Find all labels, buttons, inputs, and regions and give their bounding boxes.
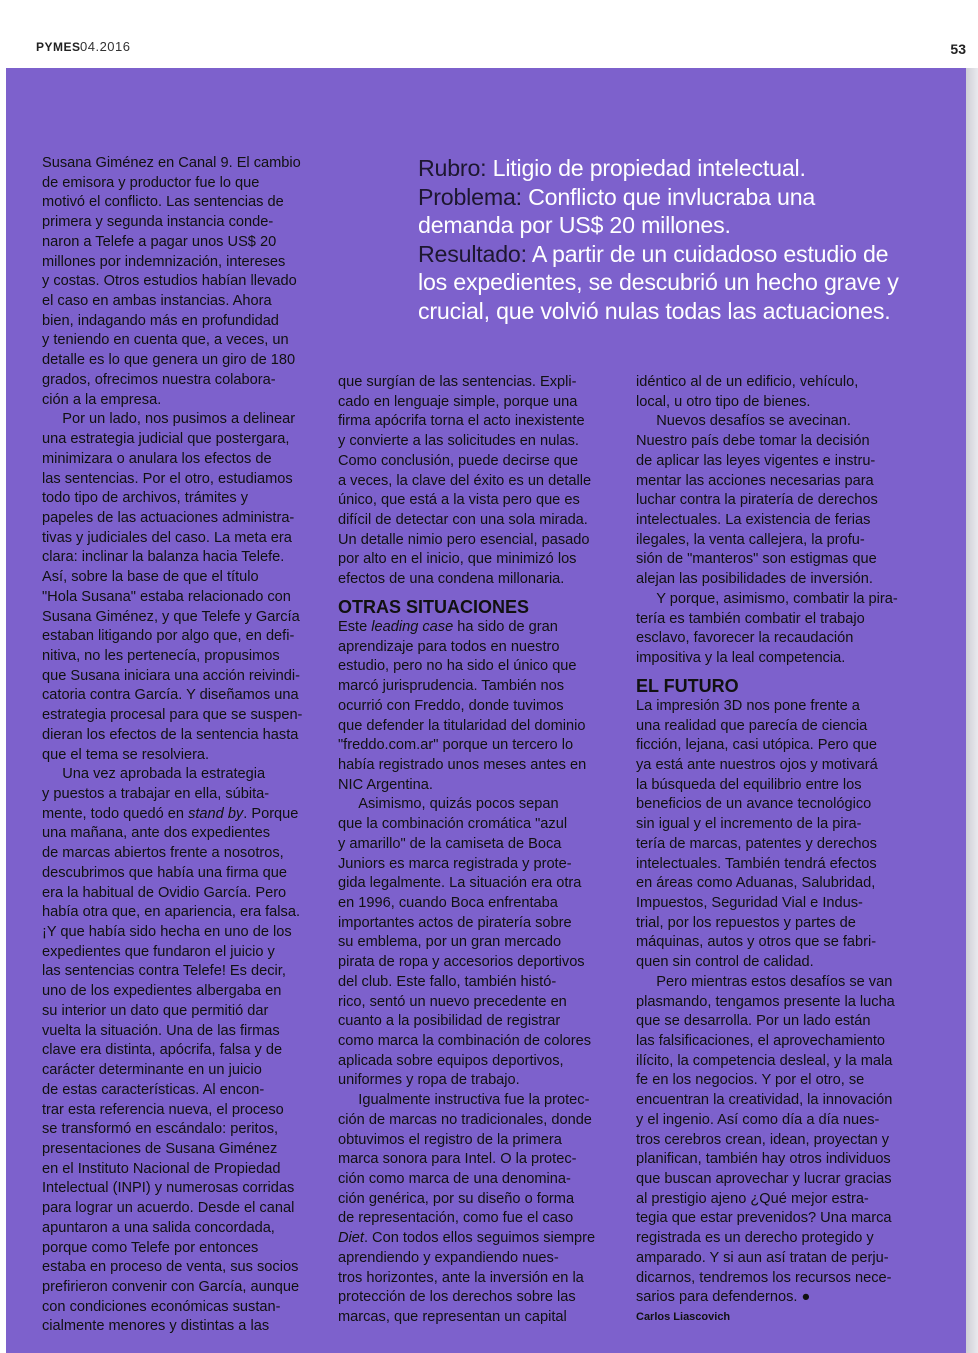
text-line: sión de "manteros" son estigmas que: [636, 551, 877, 568]
text-line: tería de marcas, patentes y derechos: [636, 835, 877, 852]
text-line: ocurrió con Freddo, donde tuvimos: [338, 697, 564, 714]
article-column-2: [338, 373, 595, 1328]
text-line: motivó el conflicto. Las sentencias de: [42, 194, 284, 211]
pull-quote-line: [418, 154, 938, 183]
text-line: ficción, lejana, casi utópica. Pero que: [636, 737, 877, 754]
text-line: Por un lado, nos pusimos a delinear: [42, 411, 296, 428]
text-line: prefirieron convenir con García, aunque: [42, 1278, 300, 1295]
text-line: nitiva, no les pertenecía, propusimos: [42, 647, 280, 664]
text-line: beneficios de un avance tecnológico: [636, 796, 872, 813]
text-line: esclavo, favorecer la recaudación: [636, 630, 854, 647]
text-line: marca sonora para Intel. O la protec-: [338, 1151, 577, 1168]
text-line: grados, ofrecimos nuestra colabora-: [42, 371, 276, 388]
text-line: estudio, pero no ha sido el único que: [338, 658, 577, 675]
text-line: encuentran la creatividad, la innovación: [636, 1092, 893, 1109]
text-line: por alto en el inicio, que minimizó los: [338, 551, 577, 568]
text-line: y amarillo" de la camiseta de Boca: [338, 835, 562, 852]
text-line: que surgían de las sentencias. Expli-: [338, 374, 577, 390]
pull-quote-label: Problema:: [418, 183, 529, 210]
text-line: importantes actos de piratería sobre: [338, 914, 572, 931]
pull-quote-text: Litigio de propiedad intelectual.: [492, 155, 806, 181]
text-line: ilegales, la venta callejera, la profu-: [636, 531, 865, 548]
text-line: impositiva y la leal competencia.: [636, 650, 846, 667]
text-line: plasmando, tengamos presente la lucha: [636, 993, 895, 1010]
article-column-1: [42, 154, 302, 1337]
text-line: que defender la titularidad del dominio: [338, 717, 586, 734]
text-line: "freddo.com.ar" porque un tercero lo: [338, 737, 574, 754]
text-line: todo tipo de archivos, trámites y: [42, 490, 249, 507]
text-line: ción como marca de una denomina-: [338, 1171, 571, 1188]
section-heading: EL FUTURO: [636, 675, 739, 696]
text-line: Una vez aprobada la estrategia: [42, 766, 266, 783]
text-line: dicarnos, tendremos los recursos nece-: [636, 1269, 892, 1286]
article-column-3: [636, 373, 898, 1328]
text-line: bien, indagando más en profundidad: [42, 312, 279, 329]
text-line: protección de los derechos sobre las: [338, 1289, 576, 1306]
section-heading: OTRAS SITUACIONES: [338, 596, 530, 617]
author-signature: Carlos Liascovich: [636, 1311, 731, 1324]
text-line: y el ingenio. Así como día a día nues-: [636, 1111, 880, 1128]
text-line: apuntaron a una salida concordada,: [42, 1219, 275, 1236]
text-line: y puestos a trabajar en ella, súbita-: [42, 786, 270, 802]
text-line: su interior un dato que permitió dar: [42, 1002, 269, 1019]
text-line: único, que está a la vista pero que es: [338, 492, 580, 509]
page-header: [0, 0, 978, 68]
text-line: de representación, como fue el caso: [338, 1210, 574, 1227]
text-line: naron a Telefe a pagar unos US$ 20: [42, 233, 277, 250]
text-line: que se desarrolla. Por un lado están: [636, 1013, 871, 1030]
text-line: una estrategia judicial que postergara,: [42, 431, 290, 448]
text-line: detalle es lo que genera un giro de 180: [42, 352, 296, 369]
text-line: Diet. Con todos ellos seguimos siempre: [338, 1230, 596, 1247]
text-line: Y porque, asimismo, combatir la pira-: [636, 590, 898, 607]
text-line: Un detalle nimio pero esencial, pasado: [338, 531, 590, 548]
text-line: intelectuales. La existencia de ferias: [636, 512, 871, 529]
text-line: trar esta referencia nueva, el proceso: [42, 1101, 284, 1118]
text-line: rico, sentó un nuevo precedente en: [338, 993, 567, 1010]
text-line: máquinas, autos y otros que se fabri-: [636, 934, 877, 951]
text-line: ción de marcas no tradicionales, donde: [338, 1111, 592, 1128]
text-line: de marcas abiertos frente a nosotros,: [42, 845, 284, 862]
text-line: Asimismo, quizás pocos sepan: [338, 796, 559, 813]
text-line: era la habitual de Ovidio García. Pero: [42, 884, 287, 901]
text-line: Como conclusión, puede decirse que: [338, 452, 579, 469]
text-line: efectos de una condena millonaria.: [338, 571, 565, 588]
text-line: marcó jurisprudencia. También nos: [338, 678, 565, 695]
text-line: papeles de las actuaciones administra-: [42, 509, 295, 526]
text-line: uno de los expedientes albergaba en: [42, 983, 282, 1000]
text-line: tros horizontes, ante la inversión en la: [338, 1269, 584, 1286]
text-line: local, u otro tipo de bienes.: [636, 393, 811, 410]
text-line: en 1996, cuando Boca enfrentaba: [338, 894, 558, 911]
page-number: 53: [950, 41, 966, 57]
text-line: una realidad que parecía de ciencia: [636, 717, 868, 734]
text-line: se transformó en escándalo: peritos,: [42, 1121, 279, 1138]
text-line: ilícito, la competencia desleal, y la mala: [636, 1052, 893, 1069]
pull-quote-line: [418, 297, 938, 326]
pull-quote-label: Resultado:: [418, 240, 532, 267]
text-line: una mañana, ante dos expedientes: [42, 825, 270, 842]
pull-quote-line: [418, 211, 938, 240]
text-line: Susana Giménez, y que Telefe y García: [42, 608, 300, 625]
text-line: había registrado unos meses antes en: [338, 756, 587, 773]
text-line: como marca la combinación de colores: [338, 1033, 592, 1049]
text-line: su emblema, por un gran mercado: [338, 934, 562, 951]
pull-quote-line: [418, 240, 938, 269]
pull-quote-text: crucial, que volvió nulas todas las actuaciones.: [418, 297, 891, 324]
text-line: aprendiendo y expandiendo nues-: [338, 1249, 559, 1266]
text-line: presentaciones de Susana Giménez: [42, 1140, 278, 1157]
text-line: dieran los efectos de la sentencia hasta: [42, 726, 299, 743]
text-line: que la combinación cromática "azul: [338, 816, 568, 833]
text-line: y costas. Otros estudios habían llevado: [42, 273, 297, 290]
issue-date: 04.2016: [80, 39, 131, 54]
text-line: clara: inclinar la balanza hacia Telefe.: [42, 549, 285, 566]
text-line: tros cerebros crean, idean, proyectan y: [636, 1131, 890, 1148]
pull-quote-text: A partir de un cuidadoso estudio de: [531, 240, 889, 267]
text-line: mente, todo quedó en stand by. Porque: [42, 805, 299, 822]
text-line: ción a la empresa.: [42, 391, 162, 408]
text-line: firma apócrifa torna el acto inexistente: [338, 413, 585, 430]
text-line: tegia que estar prevenidos? Una marca: [636, 1210, 892, 1227]
text-line: NIC Argentina.: [338, 776, 433, 793]
text-line: Pero mientras estos desafíos se van: [636, 973, 893, 990]
text-line: expedientes que fundaron el juicio y: [42, 943, 275, 960]
text-line: las falsificaciones, el aprovechamiento: [636, 1033, 886, 1049]
text-line: la búsqueda del equilibrio entre los: [636, 776, 862, 793]
text-line: descubrimos que había una firma que: [42, 864, 288, 881]
text-line: del club. Este fallo, también histó-: [338, 973, 557, 990]
text-line: quen sin control de calidad.: [636, 954, 814, 971]
text-line: y teniendo en cuenta que, a veces, un: [42, 332, 289, 349]
pull-quote-line: [418, 268, 938, 297]
text-line: las sentencias. Por el otro, estudiamos: [42, 470, 293, 487]
text-line: La impresión 3D nos pone frente a: [636, 697, 860, 714]
text-line: primera y segunda instancia conde-: [42, 214, 274, 231]
text-line: que buscan aprovechar y lucrar gracias: [636, 1171, 892, 1188]
text-line: carácter determinante en un juicio: [42, 1062, 262, 1079]
text-line: pirata de ropa y accesorios deportivos: [338, 954, 585, 971]
text-line: trial, por los repuestos y partes de: [636, 914, 856, 931]
text-line: planifican, también hay otros individuos: [636, 1151, 891, 1168]
text-line: de estas características. Al encon-: [42, 1081, 265, 1098]
text-line: en áreas como Aduanas, Salubridad,: [636, 875, 876, 892]
text-line: tería es también combatir el trabajo: [636, 610, 865, 627]
text-line: que el tema se resolviera.: [42, 746, 210, 763]
text-line: en el Instituto Nacional de Propiedad: [42, 1160, 281, 1177]
text-line: cuanto a la posibilidad de registrar: [338, 1013, 561, 1030]
text-line: sin igual y el incremento de la pira-: [636, 816, 862, 833]
text-line: aplicada sobre equipos deportivos,: [338, 1052, 564, 1069]
text-line: obtuvimos el registro de la primera: [338, 1131, 562, 1148]
pull-quote-line: [418, 183, 938, 212]
text-line: había otra que, en apariencia, era falsa.: [42, 904, 300, 921]
text-line: las sentencias contra Telefe! Es decir,: [42, 963, 286, 980]
text-line: que Susana iniciara una acción reivindi-: [42, 667, 300, 684]
text-line: estaba en proceso de venta, sus socios: [42, 1259, 299, 1276]
text-line: catoria contra García. Y diseñamos una: [42, 687, 299, 704]
text-line: estaban litigando por algo que, en defi-: [42, 628, 295, 645]
pull-quote-label: Rubro:: [418, 155, 493, 181]
text-line: amparado. Y si aun así tratan de perju-: [636, 1249, 889, 1266]
text-line: millones por indemnización, intereses: [42, 253, 286, 270]
text-line: para lograr un acuerdo. Desde el canal: [42, 1200, 295, 1217]
text-line: "Hola Susana" estaba relacionado con: [42, 588, 291, 605]
text-line: con condiciones económicas sustan-: [42, 1298, 281, 1315]
text-line: Así, sobre la base de que el título: [42, 569, 259, 586]
text-line: gida legalmente. La situación era otra: [338, 875, 582, 892]
text-line: porque como Telefe por entonces: [42, 1239, 259, 1256]
text-line: idéntico al de un edificio, vehículo,: [636, 374, 859, 390]
text-line: a veces, la clave del éxito es un detalle: [338, 472, 592, 489]
pull-quote-text: los expedientes, se descubrió un hecho grave y: [418, 269, 899, 295]
text-line: vuelta la situación. Una de las firmas: [42, 1022, 280, 1039]
text-line: ción genérica, por su diseño o forma: [338, 1190, 575, 1207]
text-line: luchar contra la piratería de derechos: [636, 492, 878, 509]
text-line: Este leading case ha sido de gran: [338, 618, 558, 635]
text-line: marcas, que representan un capital: [338, 1309, 567, 1326]
text-line: clave era distinta, apócrifa, falsa y de: [42, 1042, 283, 1059]
text-line: aprendizaje para todos en nuestro: [338, 638, 560, 655]
pull-quote: [418, 154, 938, 325]
text-line: el caso en ambas instancias. Ahora: [42, 293, 272, 310]
text-line: Igualmente instructiva fue la protec-: [338, 1092, 590, 1109]
pull-quote-text: demanda por US$ 20 millones.: [418, 212, 731, 238]
text-line: Impuestos, Seguridad Vial e Indus-: [636, 894, 863, 911]
text-line: cado en lenguaje simple, porque una: [338, 393, 578, 410]
text-line: al prestigio ajeno ¿Qué mejor estra-: [636, 1190, 869, 1207]
text-line: alejan las posibilidades de inversión.: [636, 571, 873, 588]
text-line: Juniors es marca registrada y prote-: [338, 855, 572, 872]
text-line: registrada es un derecho protegido y: [636, 1230, 874, 1247]
text-line: Nuevos desafíos se avecinan.: [636, 413, 851, 430]
text-line: difícil de detectar con una sola mirada.: [338, 512, 588, 529]
text-line: Susana Giménez en Canal 9. El cambio: [42, 155, 301, 171]
magazine-name: PYMES: [36, 40, 81, 54]
text-line: fe en los negocios. Y por el otro, se: [636, 1072, 865, 1089]
text-line: mentar las acciones necesarias para: [636, 472, 874, 489]
text-line: cialmente menores y distintas a las: [42, 1318, 270, 1335]
text-line: y convierte a las solicitudes en nulas.: [338, 433, 579, 450]
text-line: tivas y judiciales del caso. La meta era: [42, 529, 292, 546]
text-line: Intelectual (INPI) y numerosas corridas: [42, 1180, 295, 1197]
pull-quote-text: Conflicto que invlucraba una: [528, 183, 816, 210]
text-line: uniformes y ropa de trabajo.: [338, 1072, 520, 1089]
text-line: de emisora y productor fue lo que: [42, 174, 260, 191]
text-line: ya está ante nuestros ojos y motivará: [636, 756, 878, 773]
text-line: de aplicar las leyes vigentes e instru-: [636, 452, 876, 469]
text-line: ¡Y que había sido hecha en uno de los: [42, 924, 292, 941]
text-line: Nuestro país debe tomar la decisión: [636, 433, 870, 450]
page-edge: [966, 68, 978, 1353]
text-line: sarios para defendernos. ●: [636, 1289, 811, 1306]
text-line: minimizara o anulara los efectos de: [42, 450, 272, 467]
text-line: intelectuales. También tendrá efectos: [636, 855, 877, 872]
text-line: estrategia procesal para que se suspen-: [42, 707, 303, 724]
